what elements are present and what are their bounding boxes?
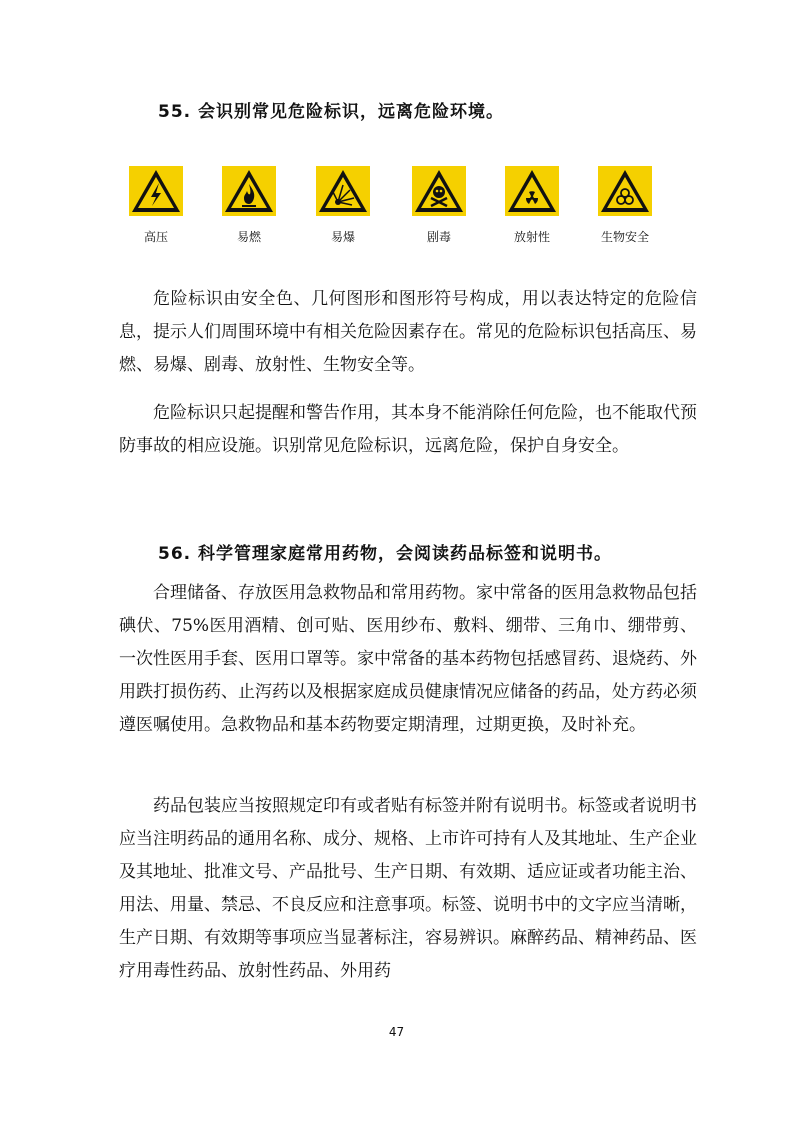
section-56-heading: 56. 科学管理家庭常用药物，会阅读药品标签和说明书。 [158,544,613,564]
sign-radioactive [492,166,572,245]
sign-biohazard [585,166,665,245]
flammable-icon [222,166,276,216]
sign-label-toxic: 剧毒 [426,230,451,244]
sign-label-flammable: 易燃 [236,230,261,244]
high-voltage-icon [129,166,183,216]
sign-label-biohazard: 生物安全 [600,230,649,244]
sign-toxic [399,166,479,245]
paragraph: 危险标识只起提醒和警告作用，其本身不能消除任何危险，也不能取代预防事故的相应设施。识别常见危险标识，远离危险，保护自身安全。 [119,403,697,456]
sign-label-explosive: 易爆 [330,230,355,244]
paragraph: 危险标识由安全色、几何图形和图形符号构成，用以表达特定的危险信息，提示人们周围环境中有相关危险因素存在。常见的危险标识包括高压、易燃、易爆、剧毒、放射性、生物安全等。 [119,289,697,375]
paragraph: 药品包装应当按照规定印有或者贴有标签并附有说明书。标签或者说明书应当注明药品的通用名称、成分、规格、上市许可持有人及其地址、生产企业及其地址、批准文号、产品批号、生产日期、有效期、适应证或者功能主治、用法、用量、禁忌、不良反应和注意事项。标签、说明书中的文字应当清晰，生产日期、有效期等事项应当显著标注，容易辨识。麻醉药品、精神药品、医疗用毒性药品、放射性药品、外用药 [119,796,697,981]
explosive-icon [316,166,370,216]
toxic-icon [412,166,466,216]
sign-explosive [303,166,383,245]
page-number: 47 [388,1025,405,1039]
sign-flammable [209,166,289,245]
sign-label-high-voltage: 高压 [143,230,168,244]
biohazard-icon [598,166,652,216]
sign-high-voltage [116,166,196,245]
sign-label-radioactive: 放射性 [513,230,550,244]
radioactive-icon [505,166,559,216]
hazard-signs-row [116,166,696,256]
paragraph: 合理储备、存放医用急救物品和常用药物。家中常备的医用急救物品包括碘伏、75%医用酒精、创可贴、医用纱布、敷料、绷带、三角巾、绷带剪、一次性医用手套、医用口罩等。家中常备的基本药物包括感冒药、退烧药、外用跌打损伤药、止泻药以及根据家庭成员健康情况应储备的药品，处方药必须遵医嘱使用。急救物品和基本药物要定期清理，过期更换，及时补充。 [119,583,697,735]
section-55-heading: 55. 会识别常见危险标识，远离危险环境。 [158,102,505,122]
